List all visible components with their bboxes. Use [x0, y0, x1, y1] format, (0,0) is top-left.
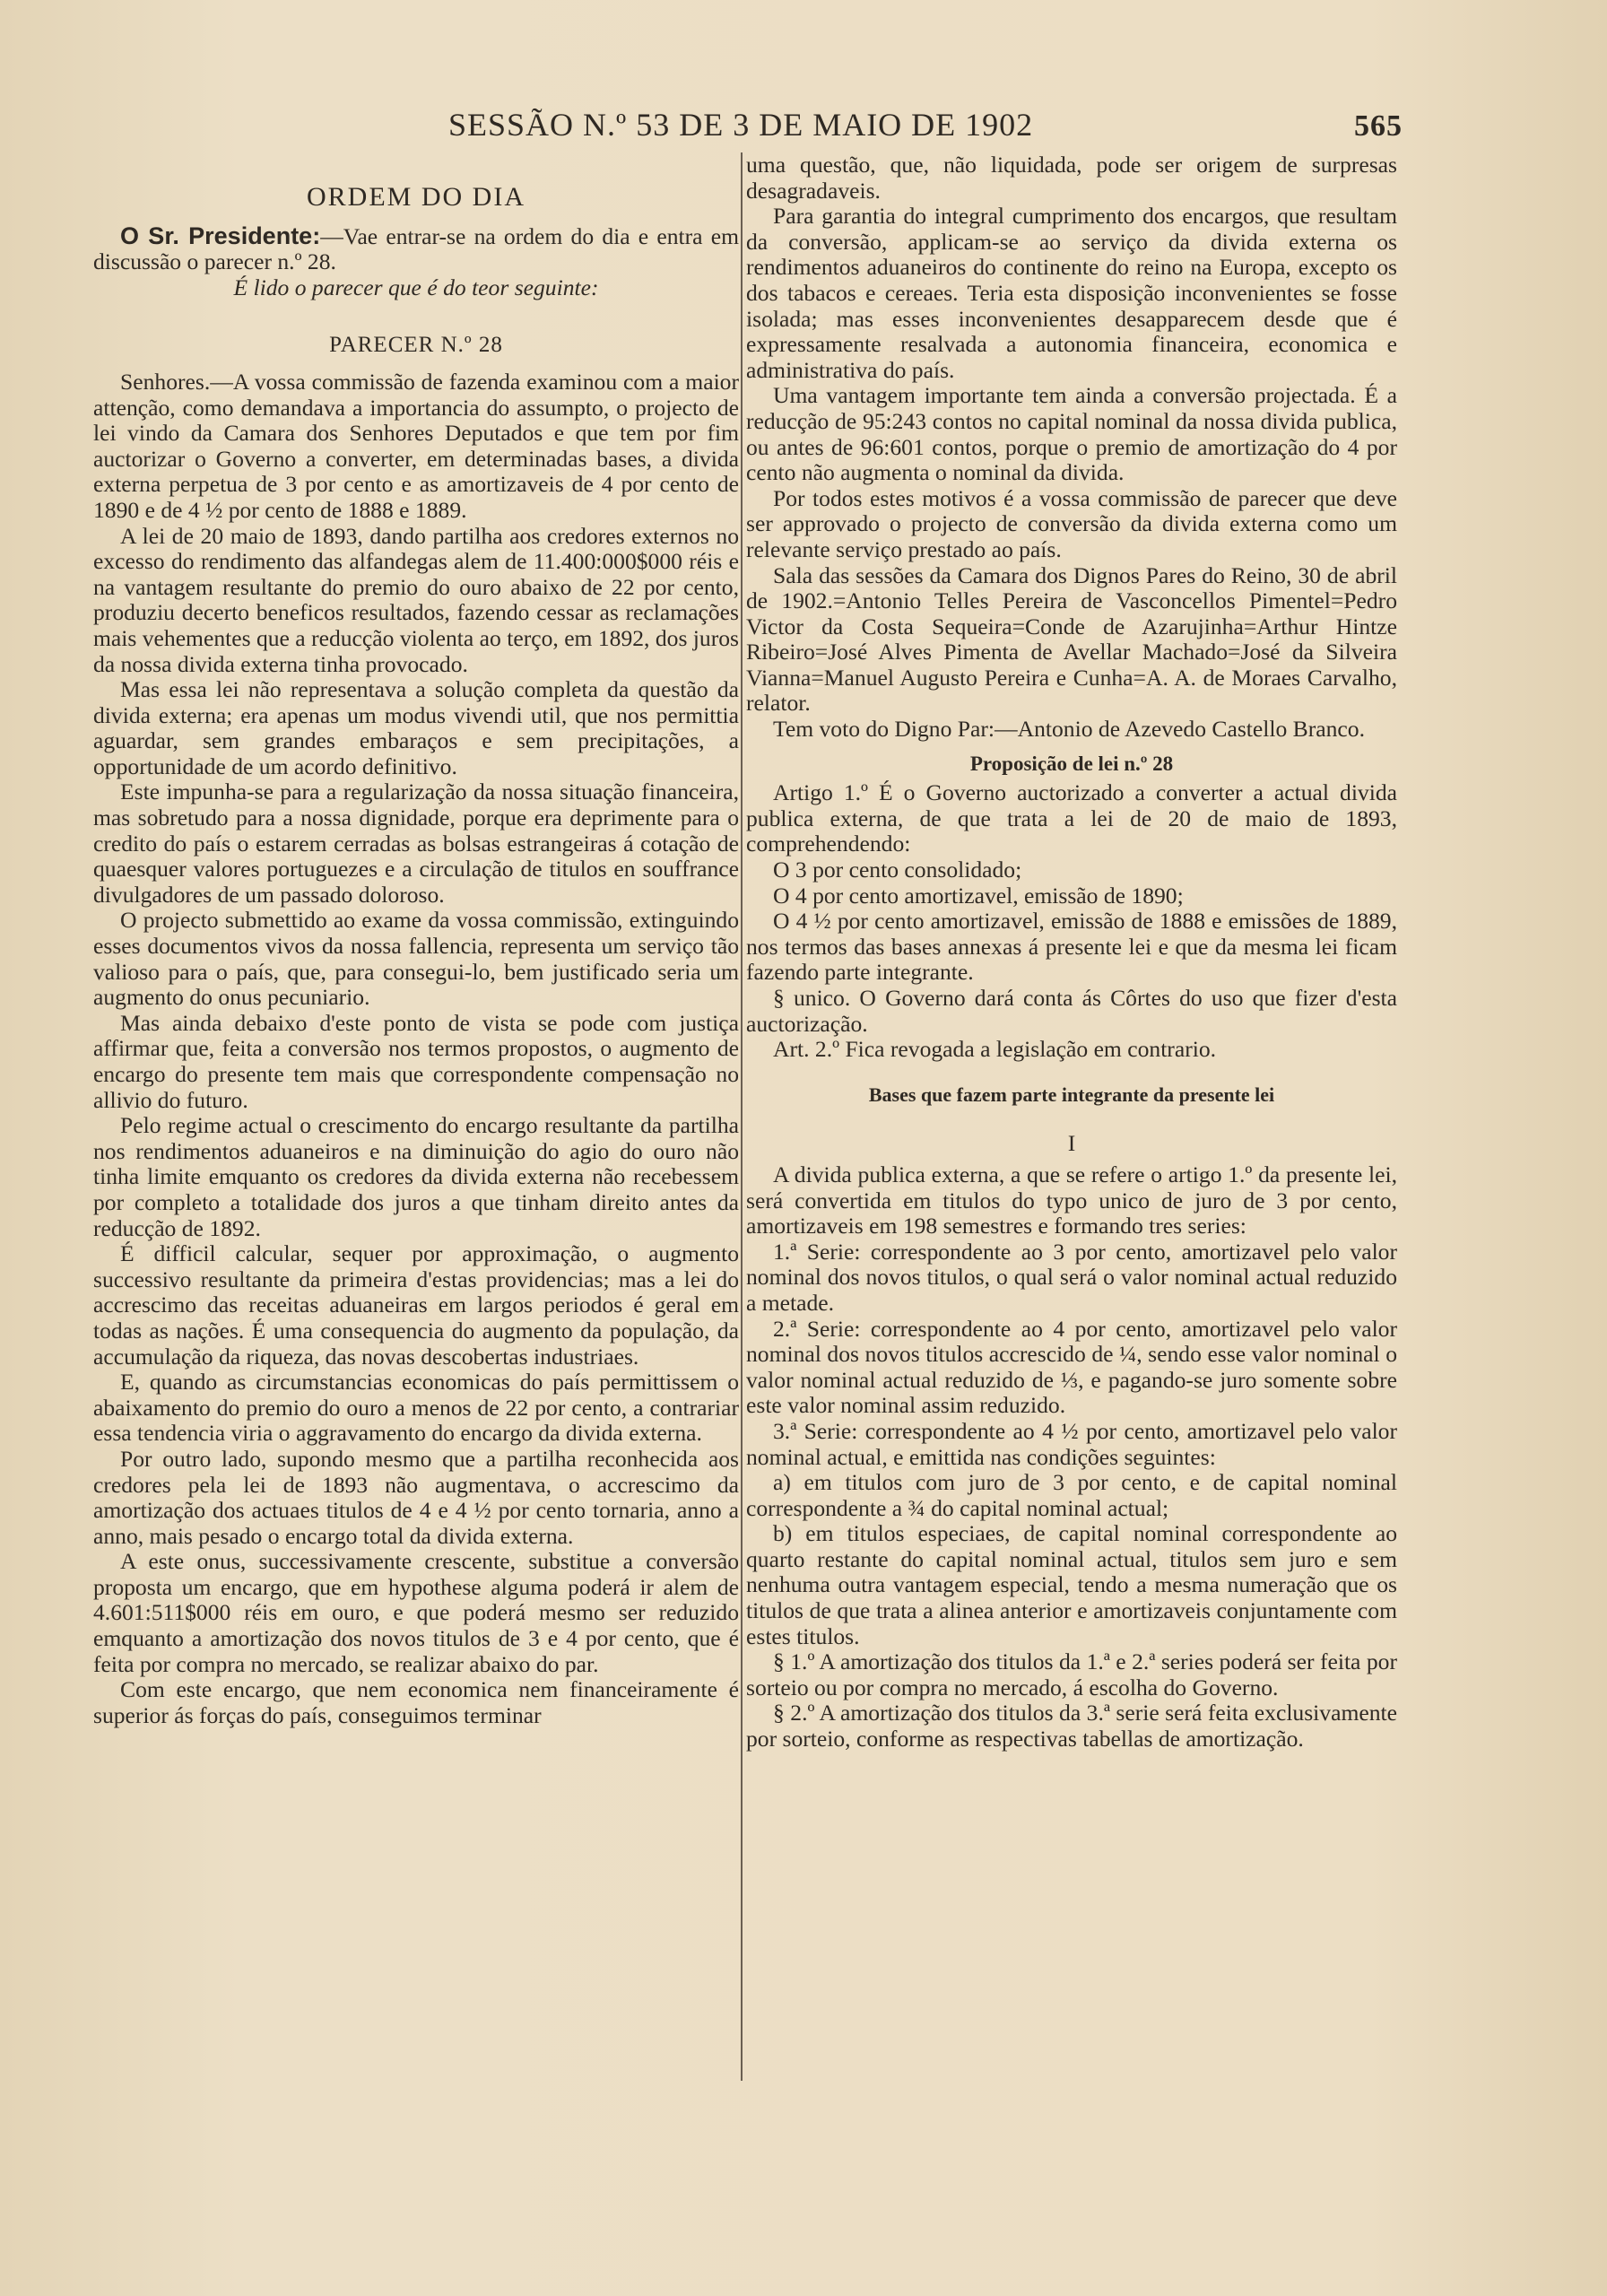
presidente-paragraph: [93, 223, 739, 275]
paragraph: A divida publica externa, a que se refere o artigo 1.º da presente lei, será convertida em titulos do typo unico de juro de 3 por cento, amortizaveis em 198 semestres e formando tres series:: [746, 1161, 1397, 1239]
heading-proposicao: Proposição de lei n.º 28: [969, 752, 1174, 775]
page-header: [448, 106, 1417, 151]
left-column: [93, 152, 739, 1728]
paragraph: Para garantia do integral cumprimento dos encargos, que resultam da conversão, applicam-se ao serviço da divida externa os rendimentos aduaneiros do continente do reino na Europa, excepto os dos tabacos e cereaes. Teria esta disposição inconvenientes se fosse isolada; mas esses inconvenientes desapparecem desde que é expressamente resalvada a autonomia financeira, economica e administrativa do país.: [746, 203, 1397, 383]
column-divider: [741, 152, 743, 2081]
list-item: O 4 ½ por cento amortizavel, emissão de 1888 e emissões de 1889, nos termos das bases annexas á presente lei e que da mesma lei ficam fazendo parte integrante.: [746, 908, 1397, 986]
heading-ordem-do-dia: ORDEM DO DIA: [307, 182, 526, 212]
paragraph: § 2.º A amortização dos titulos da 3.ª serie será feita exclusivamente por sorteio, conforme as respectivas tabellas de amortização.: [746, 1700, 1397, 1752]
signatures-paragraph: Sala das sessões da Camara dos Dignos Pares do Reino, 30 de abril de 1902.=Antonio Telles Pereira de Vasconcellos Pimentel=Pedro Victor da Costa Sequeira=Conde de Azarujinha=Arthur Hintze Ribeiro=José Alves Pimenta de Avellar Machado=José da Silveira Vianna=Manuel Augusto Pereira e Cunha=A. A. de Moraes Carvalho, relator.: [746, 561, 1397, 717]
article-paragraph: Art. 2.º Fica revogada a legislação em contrario.: [773, 1036, 1217, 1063]
page-number: 565: [1354, 109, 1403, 143]
lido-line: É lido o parecer que é do teor seguinte:: [233, 274, 599, 300]
heading-parecer: PARECER N.º 28: [329, 333, 503, 358]
speaker-name: O Sr. Presidente:: [120, 222, 321, 249]
paragraph: Senhores.—A vossa commissão de fazenda examinou com a maior attenção, como demandava a importancia do assumpto, o projecto de lei vindo da Camara dos Senhores Deputados e que tem por fim auctorizar o Governo a converter, em determinadas bases, a divida externa perpetua de 3 por cento e as amortizaveis de 4 por cento de 1890 e de 4 ½ por cento de 1888 e 1889.: [93, 368, 739, 523]
session-title: SESSÃO N.º 53 DE 3 DE MAIO DE 1902: [448, 107, 1034, 143]
paragraph: É difficil calcular, sequer por approximação, o augmento successivo resultante da primeira d'estas providencias; mas a lei do accrescimo das receitas aduaneiras em largos periodos é geral em todas as nações. É uma consequencia do augmento da população, da accumulação da riqueza, das novas descobertas industriaes.: [93, 1240, 739, 1370]
paragraph: O projecto submettido ao exame da vossa commissão, extinguindo esses documentos vivos da nossa fallencia, representa um serviço tão valioso para o país, que, para consegui-lo, bem justificado seria um augmento do onus pecuniario.: [93, 907, 739, 1011]
paragraph: § unico. O Governo dará conta ás Côrtes do uso que fizer d'esta auctorização.: [746, 985, 1397, 1037]
presidente-text: —Vae entrar-se na ordem do dia e entra em discussão o parecer n.º 28.: [93, 222, 739, 275]
paragraph: 3.ª Serie: correspondente ao 4 ½ por cento, amortizavel pelo valor nominal actual, e emittida nas condições seguintes:: [746, 1417, 1397, 1470]
list-item: O 4 por cento amortizavel, emissão de 1890;: [773, 882, 1184, 909]
article-paragraph: Artigo 1.º É o Governo auctorizado a converter a actual divida publica externa, de que trata a lei de 20 de maio de 1893, comprehendendo:: [746, 779, 1397, 857]
section-number: I: [1067, 1130, 1076, 1157]
paragraph: Por outro lado, supondo mesmo que a partilha reconhecida aos credores pela lei de 1893 não augmentava, o accrescimo da amortização dos actuaes titulos de 4 e 4 ½ por cento tornaria, anno a anno, mais pesado o encargo total da divida externa.: [93, 1445, 739, 1549]
paragraph: 2.ª Serie: correspondente ao 4 por cento, amortizavel pelo valor nominal dos novos titulos accrescido de ¼, sendo esse valor nominal o valor nominal actual reduzido de ⅓, e pagando-se juro somente sobre este valor nominal assim reduzido.: [746, 1315, 1397, 1419]
paragraph: Uma vantagem importante tem ainda a conversão projectada. É a reducção de 95:243 contos no capital nominal da nossa divida publica, ou antes de 96:601 contos, porque o premio de amortização do 4 por cento não augmenta o nominal da divida.: [746, 382, 1397, 486]
list-item: O 3 por cento consolidado;: [773, 857, 1022, 883]
paragraph: E, quando as circumstancias economicas do país permittissem o abaixamento do premio do ouro a menos de 22 por cento, a contrariar essa tendencia viria o aggravamento do encargo da divida externa.: [93, 1369, 739, 1447]
paragraph: Tem voto do Digno Par:—Antonio de Azevedo Castello Branco.: [773, 716, 1365, 743]
paragraph: Com este encargo, que nem economica nem financeiramente é superior ás forças do país, conseguimos terminar: [93, 1676, 739, 1728]
paragraph: Mas essa lei não representava a solução completa da questão da divida externa; era apenas um modus vivendi util, que nos permittia aguardar, sem grandes embaraços e sem precipitações, a opportunidade de um acordo definitivo.: [93, 676, 739, 779]
paragraph: § 1.º A amortização dos titulos da 1.ª e 2.ª series poderá ser feita por sorteio ou por compra no mercado, á escolha do Governo.: [746, 1648, 1397, 1700]
right-column: [746, 152, 1397, 1752]
paragraph: uma questão, que, não liquidada, pode ser origem de surpresas desagradaveis.: [746, 152, 1397, 204]
paragraph: Este impunha-se para a regularização da nossa situação financeira, mas sobretudo para a nossa dignidade, porque era deprimente para o credito do país o estarem cerradas as bolsas estrangeiras á cotação de quaesquer valores portuguezes e a circulação de titulos en souffrance divulgadores de um passado doloroso.: [93, 778, 739, 908]
paragraph: 1.ª Serie: correspondente ao 3 por cento, amortizavel pelo valor nominal dos novos titulos, o qual será o valor nominal actual reduzido a metade.: [746, 1238, 1397, 1316]
paragraph: A este onus, successivamente crescente, substitue a conversão proposta um encargo, que em hypothese alguma poderá ir alem de 4.601:511$000 réis em ouro, e que poderá mesmo ser reduzido emquanto a amortização dos novos titulos de 3 e 4 por cento, que é feita por compra no mercado, se realizar abaixo do par.: [93, 1548, 739, 1677]
paragraph: b) em titulos especiaes, de capital nominal correspondente ao quarto restante do capital nominal actual, titulos sem juro e sem nenhuma outra vantagem especial, tendo a mesma numeração que os titulos de que trata a alinea anterior e amortizaveis conjuntamente com estes titulos.: [746, 1520, 1397, 1649]
paragraph: A lei de 20 maio de 1893, dando partilha aos credores externos no excesso do rendimento das alfandegas alem de 11.400:000$000 réis e na vantagem resultante do premio do ouro abaixo de 22 por cento, produziu decerto beneficos resultados, fazendo cessar as reclamações mais vehementes que a reducção violenta ao terço, em 1892, dos juros da nossa divida externa tinha provocado.: [93, 522, 739, 677]
paragraph: Pelo regime actual o crescimento do encargo resultante da partilha nos rendimentos aduaneiros e na diminuição do agio do ouro não tinha limite emquanto os credores da divida externa não recebessem por completo a totalidade dos juros a que tinham direito antes da reducção de 1892.: [93, 1112, 739, 1241]
paragraph: a) em titulos com juro de 3 por cento, e de capital nominal correspondente a ¾ do capital nominal actual;: [746, 1469, 1397, 1521]
paragraph: Mas ainda debaixo d'este ponto de vista se pode com justiça affirmar que, feita a conversão nos termos propostos, o augmento de encargo do presente tem mais que correspondente compensação no allivio do futuro.: [93, 1009, 739, 1113]
heading-bases: Bases que fazem parte integrante da presente lei: [868, 1083, 1275, 1106]
paragraph: Por todos estes motivos é a vossa commissão de parecer que deve ser approvado o projecto de conversão da divida externa como um relevante serviço prestado ao país.: [746, 484, 1397, 562]
